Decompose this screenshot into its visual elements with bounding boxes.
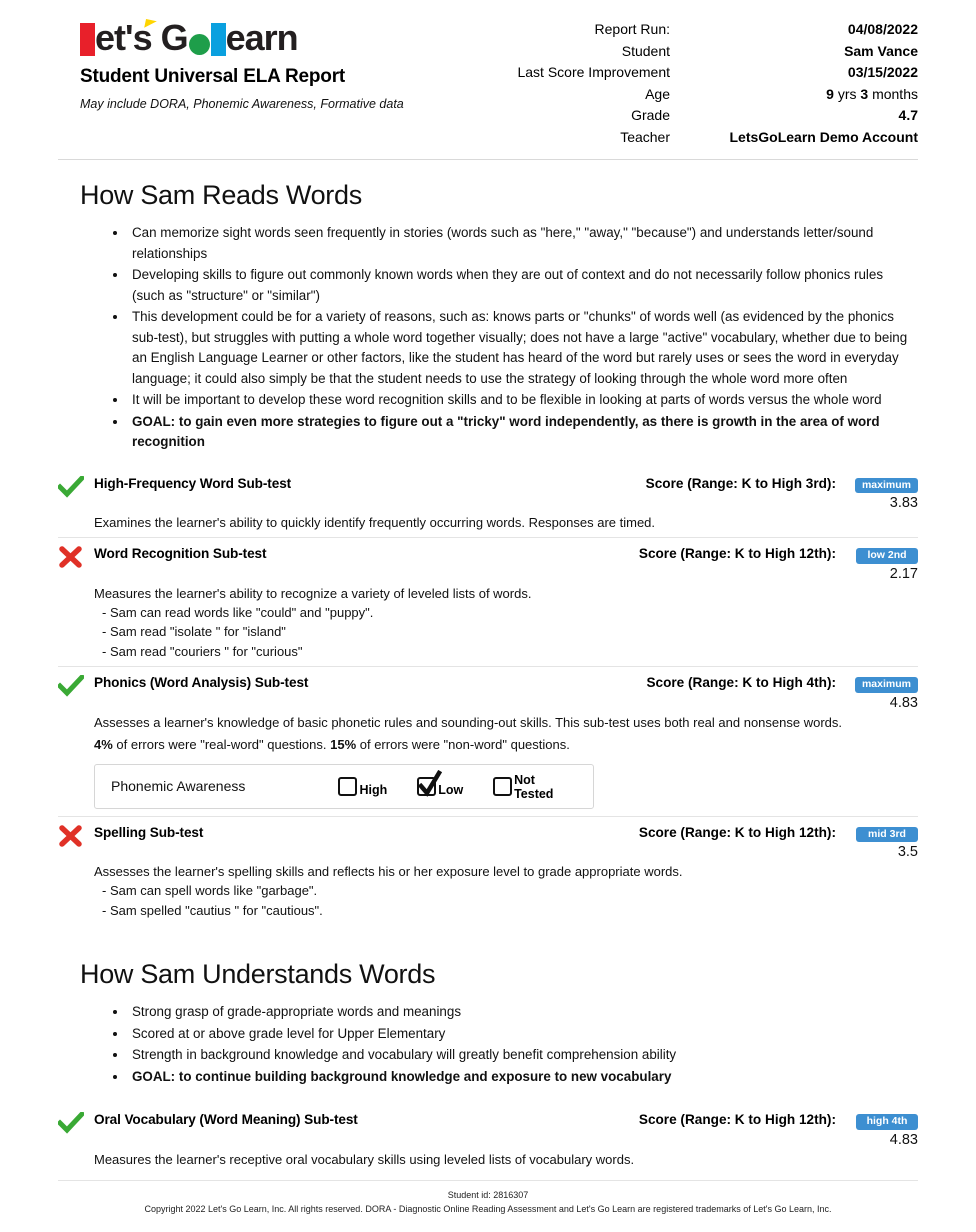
meta-label-teacher: Teacher (620, 128, 670, 145)
subtest-score-label: Score (Range: K to High 4th): (646, 675, 836, 690)
checkbox-not-tested[interactable] (493, 777, 512, 796)
student-id: Student id: 2816307 (447, 1189, 529, 1200)
phonemic-awareness-option-low[interactable] (417, 777, 463, 796)
list-item: • This development could be for a variety of reasons, such as: knows parts or "chunks" of words well (as evidenced by the phonics sub-test), but struggles with putting a whole word together visually; does not have a large "active" vocabulary, whether due to being an English Language Learner or other factors, like the student has heard of the word but rarely uses or sees the word in everyday language; it could also simply be that the student needs to use the strategy of looking through the whole word more often (128, 307, 918, 389)
list-item: • Can memorize sight words seen frequently in stories (words such as "here," "away," "because") and understands letter/sound relationships (128, 223, 918, 264)
meta-label-report-run: Report Run: (594, 21, 670, 37)
subtest-description: Examines the learner's ability to quickly identify frequently occurring words. Responses are timed. (94, 515, 656, 530)
subtest-score-value: 3.83 (889, 495, 918, 511)
list-item: • It will be important to develop these word recognition skills and to be flexible in looking at parts of words versus the whole word (128, 390, 918, 411)
checkbox-label-low: Low (438, 782, 464, 797)
subtest-score-value: 3.5 (897, 844, 918, 860)
header-divider (58, 159, 918, 160)
subtest-description: Measures the learner's receptive oral vocabulary skills using leveled lists of vocabulary words. (94, 1151, 635, 1167)
subtest-detail-line: - Sam can spell words like "garbage". (102, 883, 318, 898)
logo-letter-l-blue (211, 23, 226, 56)
lets-go-learn-logo (80, 16, 488, 56)
subtest-score-label: Score (Range: K to High 12th): (638, 546, 836, 561)
report-header (58, 0, 918, 148)
phonemic-awareness-label: Phonemic Awareness (111, 778, 246, 794)
list-item: • Strength in background knowledge and vocabulary will greatly benefit comprehension ability (128, 1045, 918, 1066)
copyright-text: Copyright 2022 Let's Go Learn, Inc. All rights reserved. DORA - Diagnostic Online Reading Assessment and Let's Go Learn are registered trademarks of Let's Go Learn, Inc. (144, 1203, 832, 1214)
meta-label-student: Student (621, 42, 670, 59)
check-icon (58, 1111, 94, 1134)
logo-letter-o-green (189, 34, 210, 55)
subtest-detail-line: - Sam can read words like "could" and "puppy". (102, 604, 374, 620)
meta-label-grade: Grade (631, 107, 670, 123)
cross-icon (58, 824, 94, 847)
list-item: • Developing skills to figure out commonly known words when they are out of context and do not necessarily follow phonics rules (such as "structure" or "similar") (128, 265, 918, 306)
phonemic-awareness-option-high[interactable] (338, 777, 387, 796)
status-badge: maximum (855, 677, 918, 693)
check-icon (58, 475, 94, 498)
subtest-oral-vocabulary (58, 1104, 918, 1174)
non-word-error-pct: 15% (330, 736, 357, 752)
list-item: • Strong grasp of grade-appropriate words and meanings (128, 1002, 918, 1023)
status-badge: maximum (855, 478, 918, 494)
understands-words-bullet-list (104, 1002, 918, 1087)
list-item-goal: • GOAL: to continue building background knowledge and exposure to new vocabulary (128, 1067, 918, 1088)
subtest-high-frequency-word (58, 468, 918, 538)
subtest-name: Word Recognition Sub-test (94, 546, 267, 561)
list-item-goal: • GOAL: to gain even more strategies to figure out a "tricky" word independently, as there is growth in the area of word recognition (128, 412, 918, 453)
subtest-name: Spelling Sub-test (94, 824, 204, 840)
meta-value-teacher: LetsGoLearn Demo Account (729, 128, 918, 145)
logo-letter-l-red (80, 23, 95, 56)
report-footer (58, 1190, 918, 1214)
meta-label-age: Age (645, 85, 670, 102)
header-meta (488, 16, 918, 148)
list-item: • Scored at or above grade level for Upper Elementary (128, 1024, 918, 1045)
meta-value-report-run: 04/08/2022 (847, 21, 918, 37)
subtest-description: Assesses a learner's knowledge of basic phonetic rules and sounding-out skills. This sub-test uses both real and nonsense words. (94, 714, 842, 730)
meta-value-grade: 4.7 (898, 107, 918, 123)
checkmark-icon (418, 770, 442, 803)
header-left (58, 16, 488, 111)
subtest-detail-line: - Sam spelled "cautius " for "cautious". (102, 902, 323, 918)
subtest-name: Oral Vocabulary (Word Meaning) Sub-test (94, 1112, 358, 1127)
status-badge: low 2nd (856, 548, 918, 564)
subtest-score-label: Score (Range: K to High 12th): (638, 1112, 836, 1127)
logo-text-earn: earn (225, 17, 298, 58)
section-title-how-sam-understands-words: How Sam Understands Words (80, 959, 436, 989)
subtest-word-recognition (58, 537, 918, 666)
subtest-spelling (58, 816, 918, 926)
checkbox-low[interactable] (417, 777, 436, 796)
subtest-phonics-word-analysis (58, 666, 918, 816)
footer-divider (58, 1180, 918, 1181)
phonemic-awareness-option-not-tested[interactable] (493, 773, 577, 800)
meta-value-age: 9 yrs 3 months (826, 85, 918, 102)
status-badge: mid 3rd (856, 827, 918, 843)
header-meta-values (670, 19, 918, 148)
subtest-name: Phonics (Word Analysis) Sub-test (94, 675, 309, 690)
checkbox-high[interactable] (338, 777, 357, 796)
status-badge: high 4th (856, 1114, 918, 1130)
section-title-how-sam-reads-words: How Sam Reads Words (80, 180, 362, 210)
meta-value-last-score-improvement: 03/15/2022 (847, 64, 918, 80)
cross-icon (58, 545, 94, 568)
subtest-error-stats: 4% of errors were "real-word" questions. 15% of errors were "non-word" questions. (94, 736, 570, 752)
checkbox-label-not-tested: Not Tested (514, 772, 554, 801)
subtest-description: Assesses the learner's spelling skills and reflects his or her exposure level to grade appropriate words. (94, 864, 683, 879)
logo-text-ets-g: et's G (95, 17, 188, 58)
header-meta-labels (488, 19, 670, 148)
meta-value-student: Sam Vance (844, 42, 918, 59)
phonemic-awareness-box (94, 764, 594, 809)
subtest-detail-line: - Sam read "isolate " for "island" (102, 624, 286, 639)
subtest-description: Measures the learner's ability to recognize a variety of leveled lists of words. (94, 585, 532, 601)
page-subtitle: May include DORA, Phonemic Awareness, Formative data (80, 97, 404, 111)
subtest-name: High-Frequency Word Sub-test (94, 475, 292, 491)
real-word-error-pct: 4% (94, 736, 113, 752)
page-title: Student Universal ELA Report (80, 66, 346, 87)
checkbox-label-high: High (359, 782, 388, 797)
subtest-score-label: Score (Range: K to High 12th): (638, 824, 836, 840)
subtest-score-value: 4.83 (889, 1131, 918, 1148)
subtest-score-value: 4.83 (889, 694, 918, 711)
meta-label-last-score-improvement: Last Score Improvement (517, 64, 670, 80)
check-icon (58, 674, 94, 697)
subtest-detail-line: - Sam read "couriers " for "curious" (102, 643, 303, 659)
subtest-score-label: Score (Range: K to High 3rd): (645, 475, 836, 491)
subtest-score-value: 2.17 (889, 565, 918, 582)
reads-words-bullet-list (104, 223, 918, 453)
